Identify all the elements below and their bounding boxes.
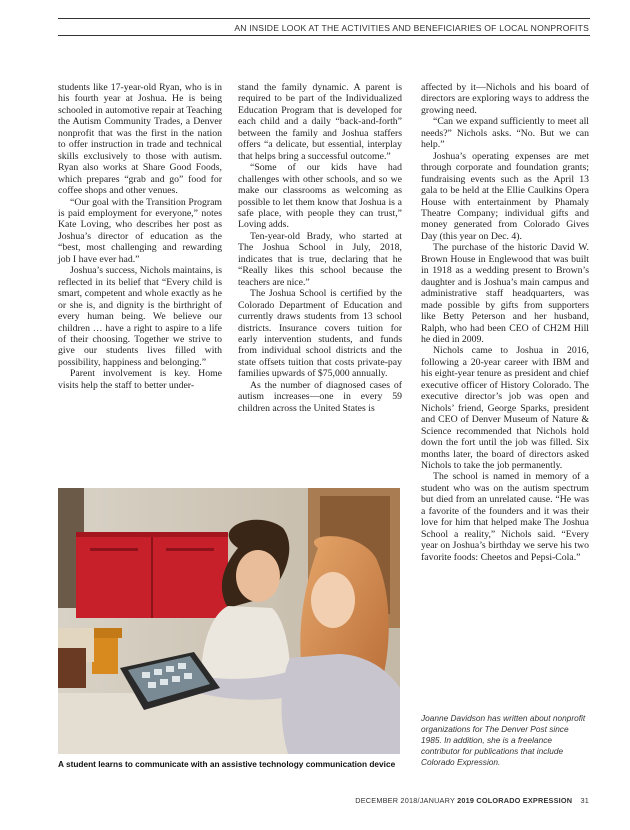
article-column-3 bbox=[421, 82, 589, 563]
paragraph: As the number of diagnosed cases of autism increases—one in every 59 children across the United States is bbox=[238, 379, 402, 414]
paragraph: Nichols came to Joshua in 2016, following a 20-year career with IBM and his eight-year tenure as president and chief executive officer of History Colorado. The executive director’s job was open and Nichols’ friend, George Sparks, president and CEO of Denver Museum of Nature & Science recommended that Nichols hold down the fort until the job was filled. Six months later, the board of directors asked Nichols to take the job permanently. bbox=[421, 345, 589, 471]
page-number: 31 bbox=[580, 796, 589, 805]
paragraph: stand the family dynamic. A parent is required to be part of the Individualized Education Program that is developed for each child and a daily “back-and-forth” between the family and Joshua staffers offers “a delicate, but essential, interplay that helps bring a successful outcome.” bbox=[238, 82, 402, 162]
paragraph: The school is named in memory of a student who was on the autism spectrum but died from an unrelated cause. “He was a favorite of the founders and it was their love for him that helped make The Joshua School a reality,” Nichols said. “Every year on Joshua’s birthday we serve his two favorite foods: Cheetos and Pepsi-Cola.” bbox=[421, 471, 589, 563]
photo-caption: A student learns to communicate with an assistive technology communication device bbox=[58, 759, 396, 769]
paragraph: Ten-year-old Brady, who started at The Joshua School in July, 2018, indicates that is true, declaring that he “Really likes this school because the teachers are nice.” bbox=[238, 230, 402, 288]
paragraph: affected by it—Nichols and his board of directors are exploring ways to address the growing need. bbox=[421, 82, 589, 116]
paragraph: “Can we expand sufficiently to meet all needs?” Nichols asks. “No. But we can help.” bbox=[421, 116, 589, 151]
article-column-2 bbox=[238, 82, 402, 414]
header-rule-bottom bbox=[58, 35, 590, 36]
header-rule-top bbox=[58, 18, 590, 19]
paragraph: “Some of our kids have had challenges with other schools, and so we make our classrooms as welcoming as possible to let them know that Joshua is a safe place, with people they can trust,” Loving adds. bbox=[238, 162, 402, 231]
section-kicker: AN INSIDE LOOK AT THE ACTIVITIES AND BENEFICIARIES OF LOCAL NONPROFITS bbox=[234, 23, 589, 33]
issue-date: DECEMBER 2018/JANUARY bbox=[355, 796, 455, 805]
paragraph: students like 17-year-old Ryan, who is in his fourth year at Joshua. He is being schooled in automotive repair at Teaching the Autism Community Trades, a Denver nonprofit that was the first in the nation to offer instruction in trade and technical skills exclusively to those with autism. Ryan also works at Share Good Foods, which prepares “grab and go” food for coffee shops and other venues. bbox=[58, 82, 222, 197]
paragraph: “Our goal with the Transition Program is paid employment for everyone,” notes Kate Loving, who describes her post as Joshua’s director of education as the “best, most challenging and rewarding job I have ever had.” bbox=[58, 196, 222, 265]
paragraph: Joshua’s success, Nichols maintains, is reflected in its belief that “Every child is smart, competent and whole exactly as he or she is, and dignity is the birthright of every human being. We believe our children … have a right to aspire to a life of their choosing. Together we strive to give our students lives filled with possibility, happiness and belonging.” bbox=[58, 265, 222, 368]
article-column-1 bbox=[58, 82, 222, 391]
page-footer bbox=[355, 796, 589, 805]
paragraph: The purchase of the historic David W. Brown House in Englewood that was built in 1918 as a wedding present to Brown’s daughter and is Joshua’s main campus and administrative staff headquarters, was made possible by gifts from supporters like Betty Peterson and her husband, Ralph, who had been CEO of CH2M Hill he died in 2009. bbox=[421, 242, 589, 345]
author-bio: Joanne Davidson has written about nonprofit organizations for The Denver Post since 1985. In addition, she is a freelance contributor for publications that include Colorado Expression. bbox=[421, 713, 586, 767]
paragraph: The Joshua School is certified by the Colorado Department of Education and currently draws students from 13 school districts. Insurance covers tuition for early intervention students, and funds from individual school districts and the state offsets tuition that costs private-pay families upwards of $75,000 annually. bbox=[238, 288, 402, 380]
magazine-title: 2019 COLORADO EXPRESSION bbox=[457, 796, 573, 805]
article-photo bbox=[58, 488, 400, 754]
paragraph: Joshua’s operating expenses are met through corporate and foundation grants; fundraising events such as the April 13 gala to be held at the Ellie Caulkins Opera House with entertainment by Phamaly Theatre Company; individual gifts and money generated from Colorado Gives Day (this year on Dec. 4). bbox=[421, 150, 589, 242]
paragraph: Parent involvement is key. Home visits help the staff to better under- bbox=[58, 368, 222, 391]
